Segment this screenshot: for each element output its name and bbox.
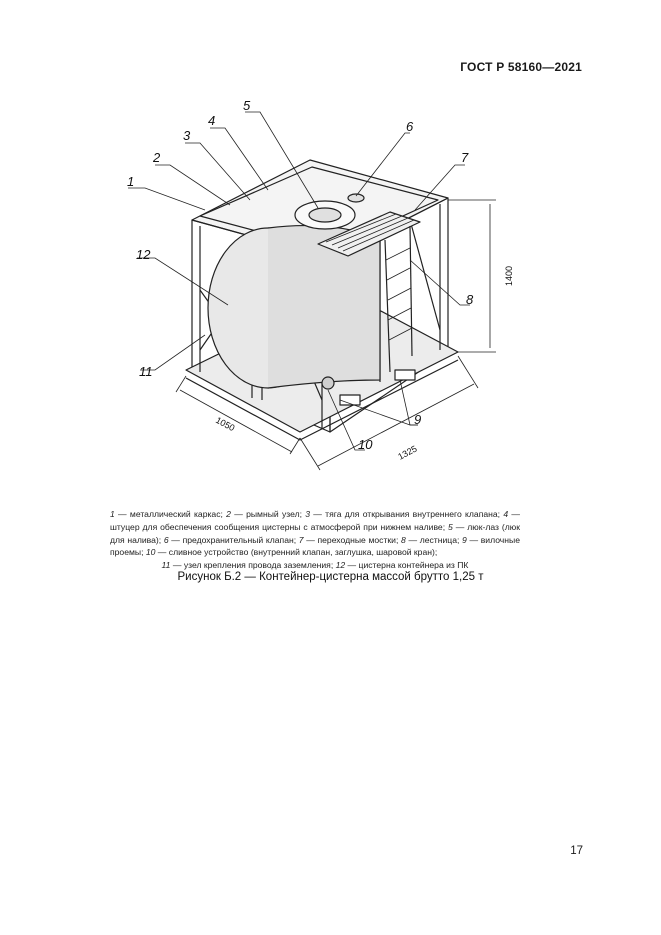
legend-num: 12 (335, 560, 346, 571)
legend-text: — металлический каркас; (114, 509, 227, 519)
legend-num: 11 (161, 560, 171, 571)
dimension-length: 1325 (396, 443, 419, 462)
container-tank-drawing (100, 90, 520, 490)
legend-text: — люк-лаз (люк для налива); (110, 521, 521, 545)
legend-num: 3 (305, 509, 311, 519)
legend-text: — узел крепления провода заземления; (170, 560, 336, 571)
callout-5: 5 (243, 98, 251, 113)
dimension-height: 1400 (504, 265, 514, 286)
legend-text: — сливное устройство (внутренний клапан, заглушка, шаровой кран); (155, 547, 438, 558)
figure-caption: Рисунок Б.2 — Контейнер-цистерна массой брутто 1,25 т (177, 571, 484, 583)
callout-10: 10 (358, 437, 373, 452)
figure-legend (110, 508, 520, 572)
page-number: 17 (570, 845, 583, 857)
callout-2: 2 (153, 150, 161, 165)
legend-text: — вилочные проемы; (110, 534, 520, 558)
legend-text: — цистерна контейнера из ПК (345, 560, 469, 571)
legend-num: 9 (462, 534, 467, 545)
callout-11: 11 (139, 364, 153, 379)
callout-4: 4 (208, 113, 216, 128)
callout-12: 12 (136, 247, 151, 262)
callout-8: 8 (466, 292, 474, 307)
legend-text: — переходные мостки; (303, 534, 401, 545)
legend-text: — предохранительный клапан; (168, 534, 299, 545)
callout-9: 9 (414, 412, 422, 427)
callout-3: 3 (183, 128, 191, 143)
legend-num: 6 (163, 534, 169, 545)
legend-num: 8 (401, 534, 406, 545)
callout-1: 1 (127, 174, 135, 189)
legend-num: 10 (145, 547, 156, 558)
legend-num: 4 (503, 509, 509, 519)
legend-num: 2 (226, 509, 231, 519)
document-code: ГОСТ Р 58160—2021 (460, 60, 582, 74)
legend-num: 1 (110, 509, 115, 519)
legend-num: 5 (448, 521, 453, 532)
callout-6: 6 (406, 119, 414, 134)
legend-text: — штуцер для обеспечения сообщения цистерны с атмосферой при нижнем наливе; (110, 509, 520, 532)
legend-text: — тяга для открывания внутреннего клапана; (310, 509, 504, 519)
callout-7: 7 (461, 150, 469, 165)
legend-num: 7 (298, 534, 304, 545)
legend-text: — рымный узел; (230, 509, 306, 519)
dimension-width: 1050 (214, 414, 237, 434)
legend-text: — лестница; (405, 534, 463, 545)
